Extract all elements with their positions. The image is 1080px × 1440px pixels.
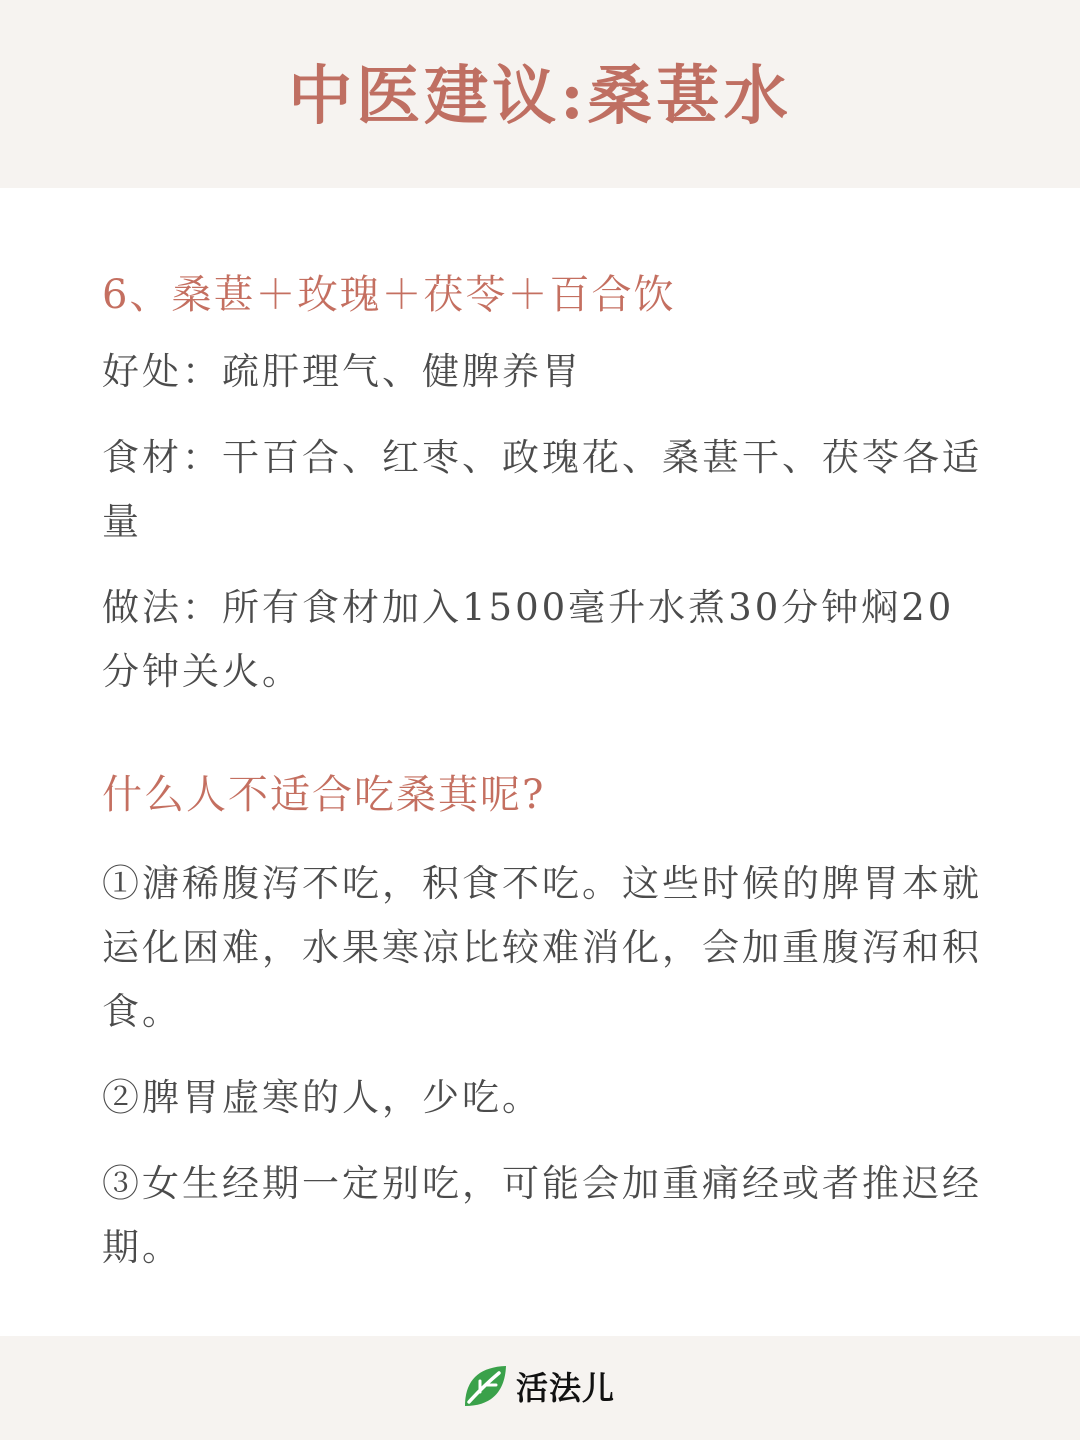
- caution-item: ②脾胃虚寒的人，少吃。: [102, 1076, 542, 1119]
- caution-heading: 什么人不适合吃桑萁呢?: [102, 772, 546, 818]
- recipe-benefit: 好处：疏肝理气、健脾养胃: [102, 350, 582, 393]
- recipe-method: 做法：所有食材加入1500毫升水煮30分钟焖20分钟关火。: [102, 586, 955, 693]
- article-body: [102, 260, 986, 1280]
- page-title: 中医建议:桑葚水: [288, 59, 792, 134]
- brand-name: 活法儿: [516, 1369, 616, 1407]
- brand-logo: [460, 1354, 615, 1418]
- recipe-heading: 6、桑葚＋玫瑰＋茯苓＋百合饮: [102, 272, 676, 318]
- caution-item: ③女生经期一定别吃，可能会加重痛经或者推迟经期。: [102, 1162, 982, 1269]
- caution-item: ①溏稀腹泻不吃，积食不吃。这些时候的脾胃本就运化困难，水果寒凉比较难消化，会加重腹泻和积食。: [102, 862, 982, 1033]
- recipe-ingredients: 食材：干百合、红枣、政瑰花、桑葚干、茯苓各适量: [102, 436, 982, 543]
- leaf-icon: [460, 1361, 510, 1411]
